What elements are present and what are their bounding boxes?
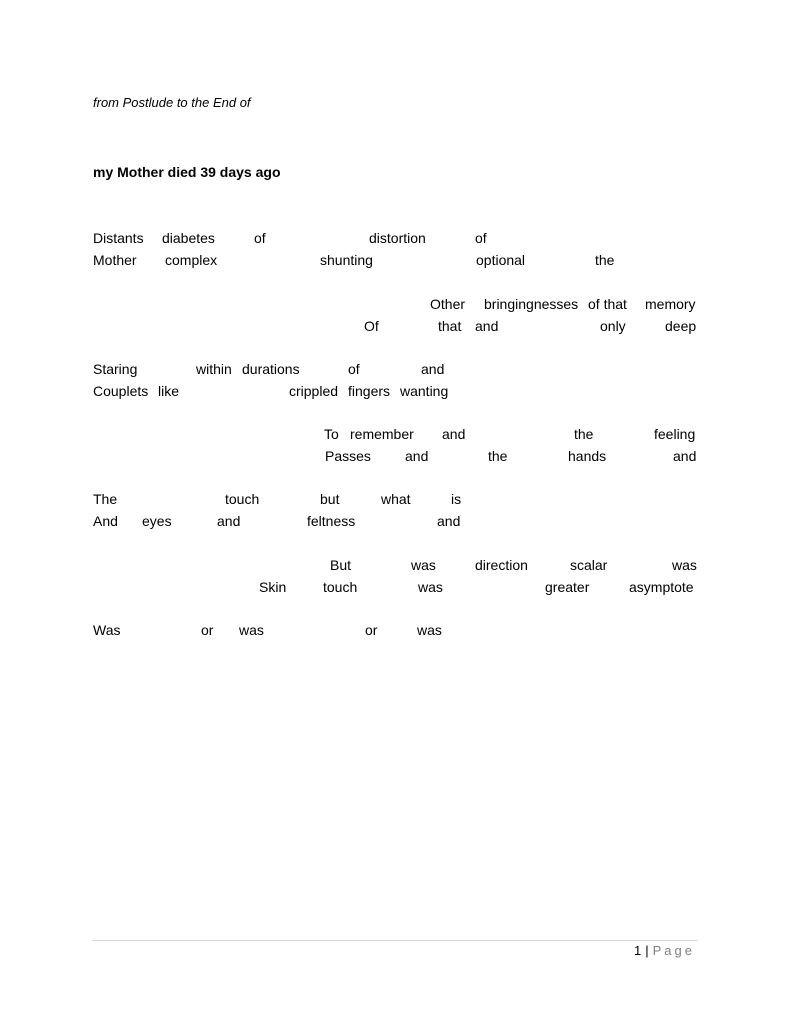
poem-word: memory bbox=[645, 296, 696, 312]
poem-word: scalar bbox=[570, 557, 608, 573]
poem-word: and bbox=[475, 318, 499, 334]
poem-word: like bbox=[158, 383, 180, 399]
poem-word: Mother bbox=[93, 252, 137, 268]
poem-word: Other bbox=[430, 296, 466, 312]
poem-word: deep bbox=[665, 318, 697, 334]
poem-word: was bbox=[418, 579, 443, 595]
poem-word: of bbox=[348, 361, 360, 377]
poem-word: or bbox=[365, 622, 378, 638]
poem-word: direction bbox=[475, 557, 528, 573]
poem-word: hands bbox=[568, 448, 607, 464]
poem-word: of that bbox=[588, 296, 627, 312]
poem-word: and bbox=[442, 426, 466, 442]
poem-word: complex bbox=[165, 252, 218, 268]
poem-word: of bbox=[254, 230, 266, 246]
poem-word: crippled bbox=[289, 383, 339, 399]
page-label: Page bbox=[652, 943, 695, 958]
poem-word: was bbox=[239, 622, 264, 638]
poem-word: durations bbox=[242, 361, 300, 377]
poem-word: is bbox=[451, 491, 462, 507]
poem-word: but bbox=[320, 491, 340, 507]
poem-word: Was bbox=[93, 622, 121, 638]
poem-word: fingers bbox=[348, 383, 391, 399]
poem-word: of bbox=[475, 230, 487, 246]
poem-word: and bbox=[217, 513, 241, 529]
poem-word: Of bbox=[364, 318, 379, 334]
poem-word: eyes bbox=[142, 513, 172, 529]
poem-word: distortion bbox=[369, 230, 426, 246]
footer-divider bbox=[92, 940, 698, 941]
poem-word: was bbox=[417, 622, 442, 638]
poem-word: and bbox=[437, 513, 461, 529]
poem-word: only bbox=[600, 318, 626, 334]
poem-word: what bbox=[381, 491, 411, 507]
poem-word: was bbox=[411, 557, 436, 573]
poem-title: my Mother died 39 days ago bbox=[93, 164, 281, 180]
poem-word: Distants bbox=[93, 230, 144, 246]
poem-word: the bbox=[595, 252, 615, 268]
poem-source-line: from Postlude to the End of bbox=[93, 95, 251, 110]
poem-word: remember bbox=[350, 426, 414, 442]
poem-word: and bbox=[673, 448, 697, 464]
page-separator: | bbox=[645, 943, 649, 958]
poem-word: that bbox=[438, 318, 462, 334]
poem-word: Staring bbox=[93, 361, 138, 377]
poem-word: optional bbox=[476, 252, 526, 268]
poem-word: feeling bbox=[654, 426, 696, 442]
poem-word: wanting bbox=[400, 383, 449, 399]
poem-word: touch bbox=[225, 491, 260, 507]
poem-word: was bbox=[672, 557, 697, 573]
page-footer bbox=[634, 943, 695, 958]
poem-word: Passes bbox=[325, 448, 371, 464]
poem-word: asymptote bbox=[629, 579, 694, 595]
poem-word: the bbox=[574, 426, 594, 442]
page-number: 1 bbox=[634, 943, 642, 958]
poem-word: Skin bbox=[259, 579, 287, 595]
poem-word: Couplets bbox=[93, 383, 149, 399]
poem-word: the bbox=[488, 448, 508, 464]
poem-word: But bbox=[330, 557, 352, 573]
poem-word: feltness bbox=[307, 513, 356, 529]
poem-word: To bbox=[324, 426, 339, 442]
poem-word: greater bbox=[545, 579, 590, 595]
poem-word: within bbox=[196, 361, 232, 377]
poem-word: shunting bbox=[320, 252, 373, 268]
poem-word: bringingnesses bbox=[484, 296, 579, 312]
poem-word: touch bbox=[323, 579, 358, 595]
poem-word: diabetes bbox=[162, 230, 215, 246]
poem-word: and bbox=[421, 361, 445, 377]
poem-word: or bbox=[201, 622, 214, 638]
poem-word: The bbox=[93, 491, 118, 507]
poem-word: and bbox=[405, 448, 429, 464]
poem-word: And bbox=[93, 513, 118, 529]
